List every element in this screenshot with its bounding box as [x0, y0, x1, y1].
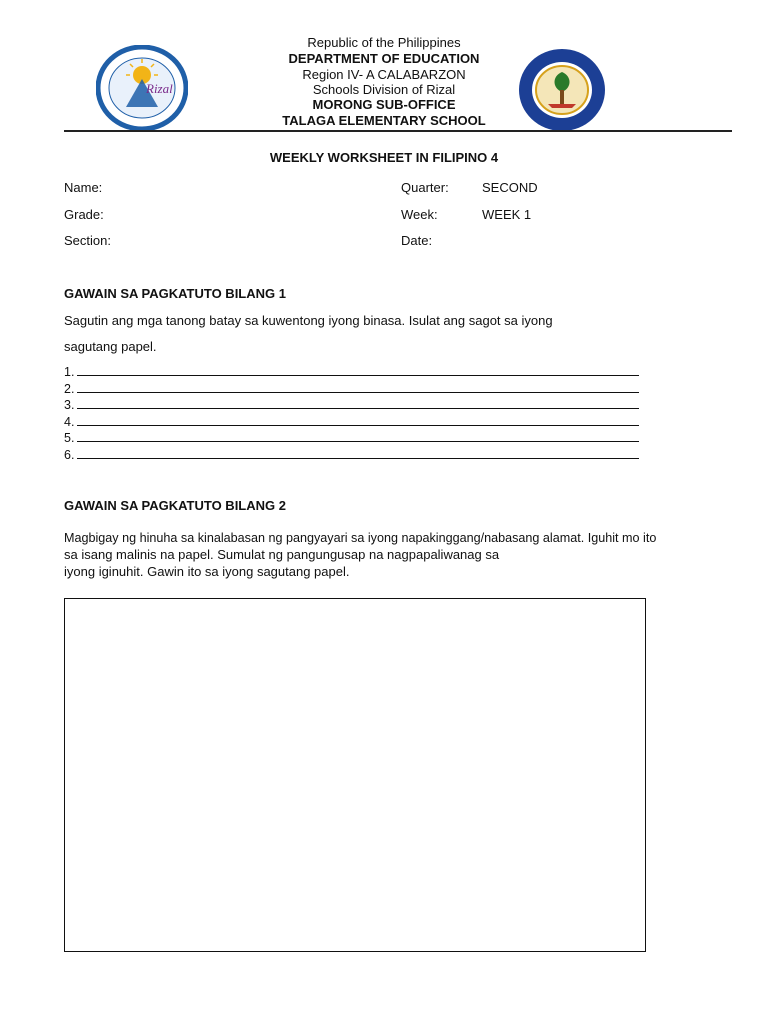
header-department: DEPARTMENT OF EDUCATION: [288, 51, 480, 66]
header-school: TALAGA ELEMENTARY SCHOOL: [282, 113, 486, 128]
answer-line-3[interactable]: 3.: [64, 397, 639, 413]
activity1-instruction-1: Sagutin ang mga tanong batay sa kuwentong iyong binasa. Isulat ang sagot sa iyong: [64, 313, 553, 328]
name-label: Name:: [64, 180, 103, 195]
answer-line-4[interactable]: 4.: [64, 414, 639, 430]
header-republic: Republic of the Philippines: [307, 35, 461, 50]
week-value: WEEK 1: [482, 207, 532, 222]
activity2-instruction-2: sa isang malinis na papel. Sumulat ng pangungusap na nagpapaliwanag sa: [64, 547, 500, 562]
left-logo-script: Rizal: [146, 81, 173, 96]
activity2-instruction-3: iyong iginuhit. Gawin ito sa iyong sagutang papel.: [64, 564, 350, 579]
answer-line-1[interactable]: 1.: [64, 364, 639, 380]
quarter-value: SECOND: [482, 180, 538, 195]
activity2-heading: GAWAIN SA PAGKATUTO BILANG 2: [64, 498, 286, 513]
header-divider: [64, 130, 732, 132]
answer-line-5[interactable]: 5.: [64, 430, 639, 446]
answer-line-6[interactable]: 6.: [64, 447, 639, 463]
header-region: Region IV- A CALABARZON: [302, 67, 466, 82]
header-suboffice: MORONG SUB-OFFICE: [312, 97, 456, 112]
activity1-heading: GAWAIN SA PAGKATUTO BILANG 1: [64, 286, 286, 301]
date-label: Date:: [401, 233, 433, 248]
activity1-instruction-2: sagutang papel.: [64, 339, 157, 354]
grade-label: Grade:: [64, 207, 104, 222]
answer-line-2[interactable]: 2.: [64, 381, 639, 397]
section-label: Section:: [64, 233, 111, 248]
drawing-area[interactable]: [64, 598, 646, 952]
worksheet-title: WEEKLY WORKSHEET IN FILIPINO 4: [269, 150, 499, 165]
activity2-instruction-1: Magbigay ng hinuha sa kinalabasan ng pangyayari sa iyong napakinggang/nabasang alamat. Iguhit mo ito: [64, 531, 657, 545]
quarter-label: Quarter:: [401, 180, 449, 195]
header-division: Schools Division of Rizal: [312, 82, 456, 97]
week-label: Week:: [401, 207, 438, 222]
